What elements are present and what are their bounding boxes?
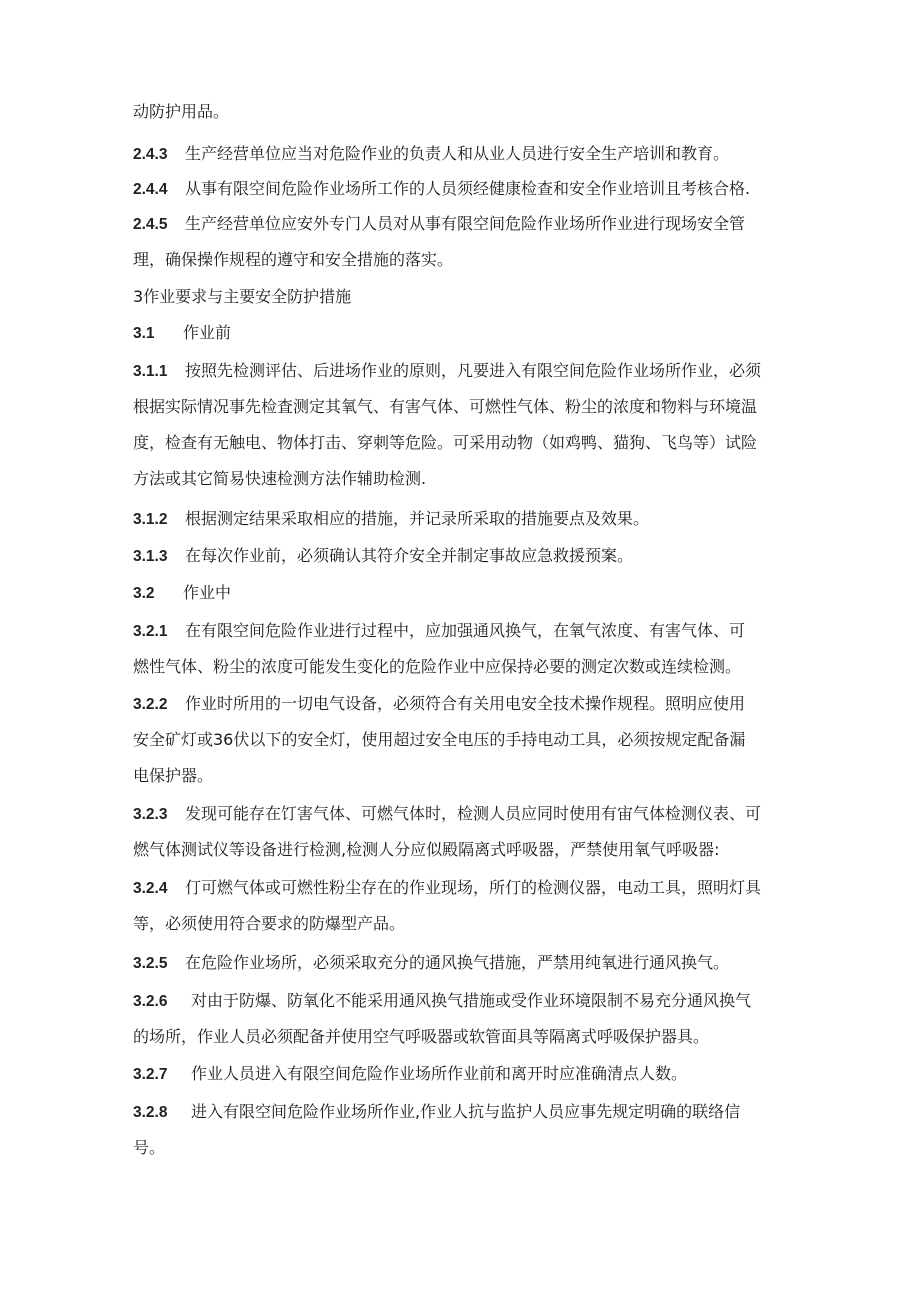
clause-number: 3.2.3 <box>133 806 168 823</box>
clause-number: 3.2.7 <box>133 1066 168 1083</box>
text-line <box>133 877 793 900</box>
text-line <box>133 1101 793 1124</box>
line-text: 从事有限空间危险作业场所工作的人员须经健康检查和安全作业培训且考核合格. <box>185 179 751 198</box>
line-text: 动防护用品。 <box>133 102 230 121</box>
subsection-heading <box>133 582 793 605</box>
line-text: 燃气体测试仪等设备进行检测,检测人分应似殿隔离式呼吸器，严禁使用氧气呼吸器: <box>133 840 720 859</box>
line-text: 进入有限空间危险作业场所作业,作业人抗与监护人员应事先规定明确的联络信 <box>191 1102 741 1121</box>
line-text: 在有限空间危险作业进行过程中，应加强通风换气，在氧气浓度、有害气体、可 <box>185 621 746 640</box>
line-text: 作业前 <box>183 323 232 342</box>
text-line <box>133 1063 793 1086</box>
text-line <box>133 952 793 975</box>
text-line <box>133 765 793 787</box>
clause-number: 2.4.4 <box>133 181 168 198</box>
line-text: 根据测定结果采取相应的措施，并记录所采取的措施要点及效果。 <box>185 509 650 528</box>
text-line <box>133 620 793 643</box>
text-line <box>133 693 793 716</box>
text-line <box>133 249 793 271</box>
text-line <box>133 656 793 678</box>
line-text: 作业中 <box>183 583 232 602</box>
clause-number: 2.4.5 <box>133 216 168 233</box>
text-line <box>133 803 793 826</box>
clause-number: 3.2 <box>133 585 155 602</box>
line-text: 号。 <box>133 1138 166 1157</box>
clause-number: 3.1 <box>133 325 155 342</box>
text-line <box>133 213 793 236</box>
line-text: 3作业要求与主要安全防护措施 <box>133 287 352 306</box>
text-line <box>133 101 793 123</box>
line-text: 仃可燃气体或可燃性粉尘存在的作业现场，所仃的检测仪器，电动工具，照明灯具 <box>185 878 762 897</box>
line-text: 作业人员进入有限空间危险作业场所作业前和离开时应准确清点人数。 <box>191 1064 688 1083</box>
clause-number: 3.1.2 <box>133 511 168 528</box>
line-text: 作业时所用的一切电气设备，必须符合有关用电安全技术操作规程。照明应使用 <box>185 694 746 713</box>
text-line <box>133 178 793 201</box>
text-line <box>133 508 793 531</box>
line-text: 度，检查有无触电、物体打击、穿刺等危险。可采用动物（如鸡鸭、猫狗、飞鸟等）试险 <box>133 433 758 452</box>
text-line <box>133 396 793 418</box>
text-line <box>133 913 793 935</box>
line-text: 等，必须使用符合要求的防爆型产品。 <box>133 914 406 933</box>
text-line <box>133 990 793 1013</box>
line-text: 的场所，作业人员必须配备并使用空气呼吸器或软管面具等隔离式呼吸保护器具。 <box>133 1027 710 1046</box>
line-text: 理，确保操作规程的遵守和安全措施的落实。 <box>133 250 454 269</box>
text-line <box>133 143 793 166</box>
line-text: 发现可能存在饤害气体、可燃气体时，检测人员应同时使用有宙气体检测仪表、可 <box>185 804 762 823</box>
line-text: 根据实际情况事先检査测定其氧气、有害气体、可燃性气体、粉尘的浓度和物料与环境温 <box>133 397 758 416</box>
subsection-heading <box>133 322 793 345</box>
text-line <box>133 839 793 861</box>
clause-number: 3.2.8 <box>133 1104 168 1121</box>
clause-number: 3.2.5 <box>133 955 168 972</box>
line-text: 对由于防爆、防氧化不能采用通风换气措施或受作业环境限制不易充分通风换气 <box>191 991 752 1010</box>
line-text: 在每次作业前，必须确认其符介安全并制定事故应急救援预案。 <box>185 546 634 565</box>
clause-number: 3.2.6 <box>133 993 168 1010</box>
line-text: 燃性气体、粉尘的浓度可能发生变化的危险作业中应保持必要的测定次数或连续检测。 <box>133 657 742 676</box>
line-text: 按照先检测评估、后进场作业的原则，凡要进入有限空间危险作业场所作业，必须 <box>185 361 762 380</box>
line-text: 方法或其它简易快速检测方法作辅助检测. <box>133 469 427 488</box>
line-text: 电保护器。 <box>133 766 214 785</box>
clause-number: 3.2.2 <box>133 696 168 713</box>
clause-number: 3.1.1 <box>133 363 168 380</box>
clause-number: 3.2.1 <box>133 623 168 640</box>
text-line <box>133 432 793 454</box>
text-line <box>133 360 793 383</box>
text-line <box>133 545 793 568</box>
line-text: 生产经营单位应当对危险作业的负责人和从业人员进行安全生产培训和教育。 <box>185 144 730 163</box>
line-text: 安全矿灯或36伏以下的安全灯，使用超过安全电压的手持电动工具，必须按规定配备漏 <box>133 730 746 749</box>
text-line <box>133 1137 793 1159</box>
clause-number: 2.4.3 <box>133 146 168 163</box>
text-line <box>133 468 793 490</box>
text-line <box>133 729 793 751</box>
line-text: 生产经营单位应安外专门人员对从事有限空间危险作业场所作业进行现场安全管 <box>185 214 746 233</box>
text-line <box>133 1026 793 1048</box>
clause-number: 3.1.3 <box>133 548 168 565</box>
section-heading <box>133 286 793 308</box>
line-text: 在危险作业场所，必须采取充分的通风换气措施，严禁用纯氧进行通风换气。 <box>185 953 730 972</box>
clause-number: 3.2.4 <box>133 880 168 897</box>
